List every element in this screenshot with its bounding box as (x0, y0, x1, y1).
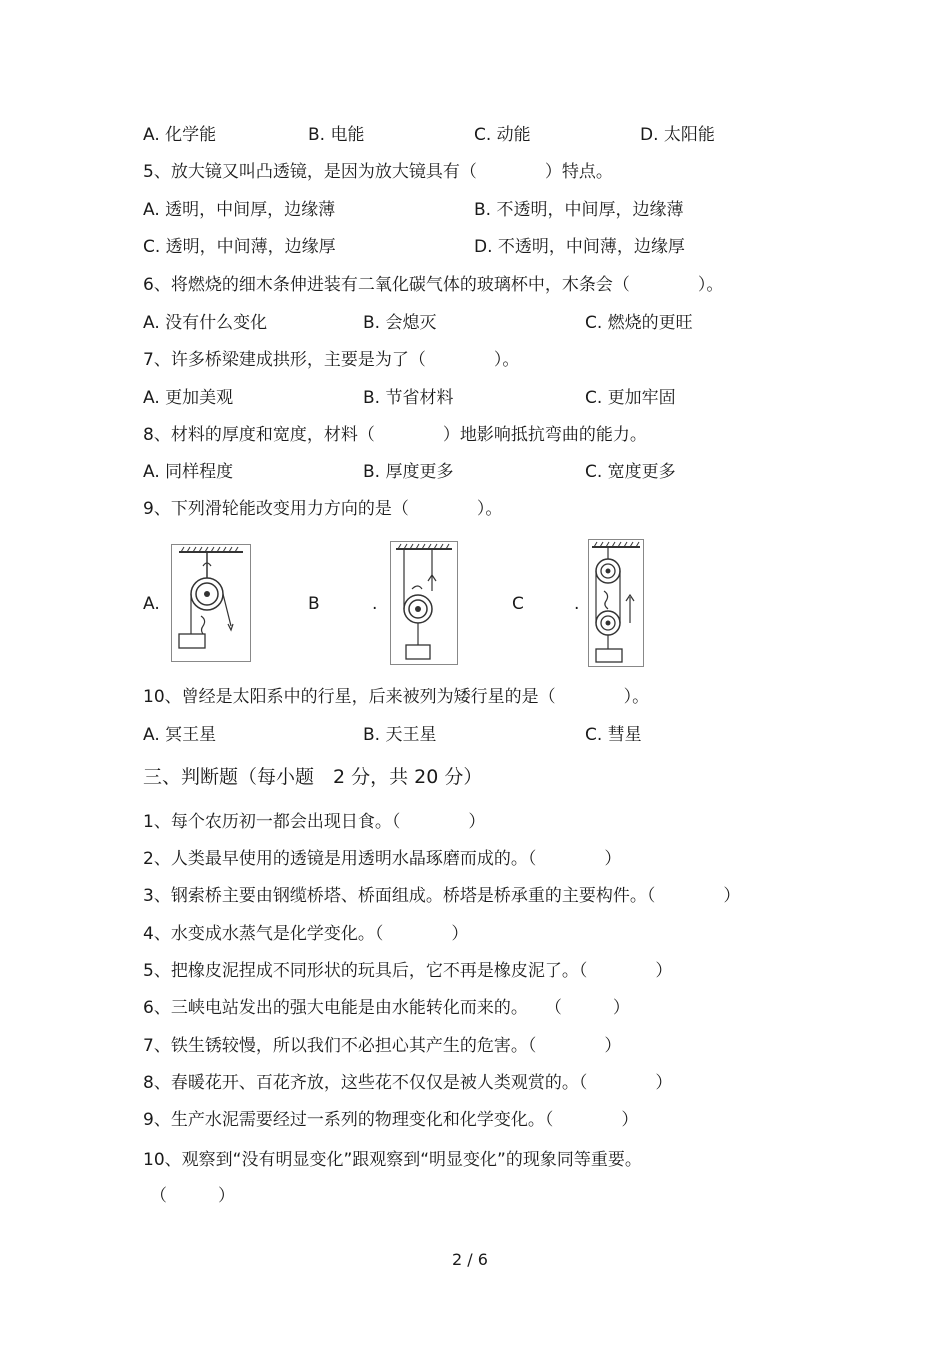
q9-label-c: C (512, 594, 524, 614)
q5-option-d: D. 不透明，中间薄，边缘厚 (474, 237, 685, 257)
pulley-figure-c (588, 539, 644, 667)
judge-item-9: 9、生产水泥需要经过一系列的物理变化和化学变化。（ ） (143, 1110, 639, 1130)
pulley-figure-a (171, 544, 251, 662)
q7-option-b: B. 节省材料 (363, 388, 454, 408)
judge-item-10: 10、观察到“没有明显变化”跟观察到“明显变化”的现象同等重要。 (143, 1150, 642, 1170)
judge-item-2: 2、人类最早使用的透镜是用透明水晶琢磨而成的。（ ） (143, 849, 622, 869)
page-number: 2 / 6 (452, 1250, 488, 1269)
section-3-title: 三、判断题（每小题 2 分，共 20 分） (143, 766, 483, 788)
q5-option-c: C. 透明，中间薄，边缘厚 (143, 237, 336, 257)
q9-label-a: A. (143, 594, 160, 614)
q8-option-b: B. 厚度更多 (363, 462, 454, 482)
q6-option-b: B. 会熄灭 (363, 313, 437, 333)
q7-option-c: C. 更加牢固 (585, 388, 676, 408)
q8-stem: 8、材料的厚度和宽度，材料（ ）地影响抵抗弯曲的能力。 (143, 425, 647, 445)
q4-option-c: C. 动能 (474, 125, 531, 145)
q5-stem: 5、放大镜又叫凸透镜，是因为放大镜具有（ ）特点。 (143, 162, 613, 182)
q9-stem: 9、下列滑轮能改变用力方向的是（ ）。 (143, 499, 503, 519)
q9-label-c-dot: . (574, 594, 580, 614)
q9-label-b-dot: . (372, 594, 378, 614)
judge-item-4: 4、水变成水蒸气是化学变化。（ ） (143, 924, 469, 944)
q8-option-a: A. 同样程度 (143, 462, 234, 482)
judge-item-3: 3、钢索桥主要由钢缆桥塔、桥面组成。桥塔是桥承重的主要构件。（ ） (143, 886, 741, 906)
judge-item-10-bracket: （ ） (150, 1186, 235, 1206)
q9-label-b: B (308, 594, 320, 614)
q6-option-a: A. 没有什么变化 (143, 313, 268, 333)
q4-option-d: D. 太阳能 (640, 125, 715, 145)
q7-stem: 7、许多桥梁建成拱形，主要是为了（ ）。 (143, 350, 520, 370)
q4-option-a: A. 化学能 (143, 125, 217, 145)
q10-option-b: B. 天王星 (363, 725, 437, 745)
judge-item-1: 1、每个农历初一都会出现日食。（ ） (143, 812, 486, 832)
judge-item-6: 6、三峡电站发出的强大电能是由水能转化而来的。 （ ） (143, 998, 630, 1018)
judge-item-5: 5、把橡皮泥捏成不同形状的玩具后，它不再是橡皮泥了。（ ） (143, 961, 673, 981)
q10-stem: 10、曾经是太阳系中的行星，后来被列为矮行星的是（ ）。 (143, 687, 650, 707)
q8-option-c: C. 宽度更多 (585, 462, 676, 482)
q4-option-b: B. 电能 (308, 125, 365, 145)
judge-item-7: 7、铁生锈较慢，所以我们不必担心其产生的危害。（ ） (143, 1036, 622, 1056)
q6-option-c: C. 燃烧的更旺 (585, 313, 693, 333)
q7-option-a: A. 更加美观 (143, 388, 234, 408)
pulley-figure-b (390, 541, 458, 665)
q5-option-b: B. 不透明，中间厚，边缘薄 (474, 200, 684, 220)
q5-option-a: A. 透明，中间厚，边缘薄 (143, 200, 336, 220)
q6-stem: 6、将燃烧的细木条伸进装有二氧化碳气体的玻璃杯中，木条会（ ）。 (143, 275, 724, 295)
q10-option-a: A. 冥王星 (143, 725, 217, 745)
q10-option-c: C. 彗星 (585, 725, 642, 745)
judge-item-8: 8、春暖花开、百花齐放，这些花不仅仅是被人类观赏的。（ ） (143, 1073, 673, 1093)
